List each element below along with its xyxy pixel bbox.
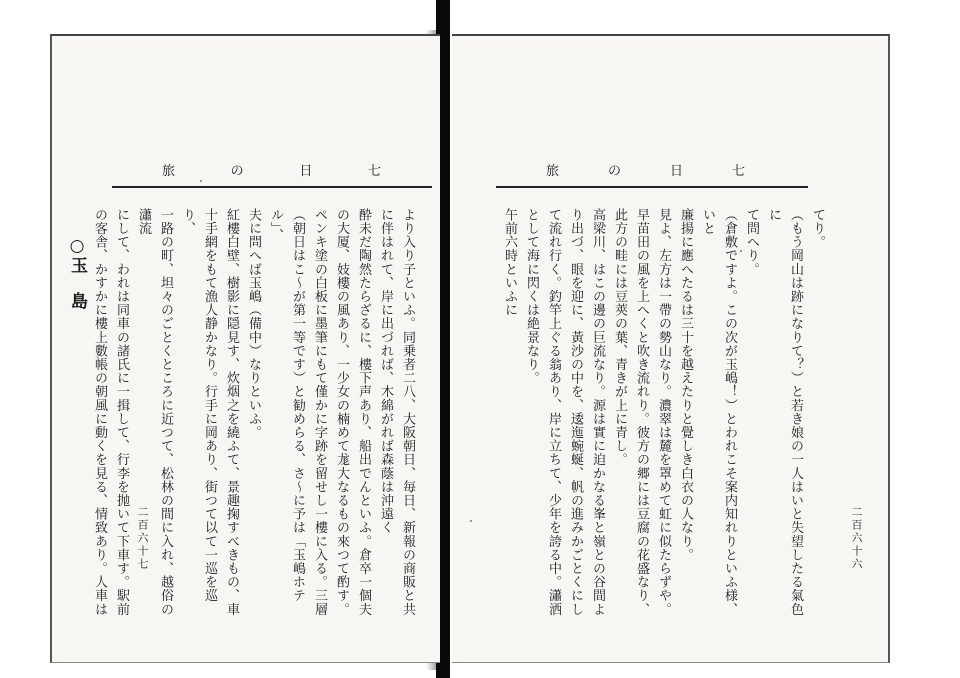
text-line: （倉敷ですよ。この次が玉嶋！）とわれこそ案内知れりといふ様、いと xyxy=(700,208,737,616)
page-number: 二百六十六 xyxy=(850,506,863,571)
header-rule xyxy=(112,186,432,188)
text-line: 此方の畦には豆莢の葉、青きが上に青し。 xyxy=(612,208,627,467)
header-char: 旅 xyxy=(162,164,177,179)
text-line: より入り子といふ。同乗者二八、大阪朝日、毎日、新報の商販と共 xyxy=(400,208,415,616)
running-header xyxy=(162,160,382,179)
text-line: 廉揚に應へたるは三十を越えたりと覺しき白衣の人なり。 xyxy=(678,208,693,562)
text-line: ペンキ塗の白板に墨筆にもて僅かに字跡を留せし一樓に入る。三層 xyxy=(312,208,327,616)
scan-speck xyxy=(200,180,202,182)
header-char: 七 xyxy=(731,164,746,179)
left-page xyxy=(50,34,440,663)
section-title: ○玉 島 xyxy=(67,236,87,310)
text-line: 十手網をもて漁人静かなり。行手に岡あり、街つて以て一巡を巡り、 xyxy=(180,208,217,603)
header-char: 日 xyxy=(299,164,314,179)
header-rule xyxy=(496,186,808,188)
text-line: 見よ、左方は一帶の勢山なり。濃翠は麓を罩めて虹に似たらずや。 xyxy=(656,208,671,616)
text-line: 午前六時といふに xyxy=(502,208,517,317)
text-line: り出づ、眼を迎に、黃沙の中を、逶迤蜿蜒、帆の進みかごとくにし xyxy=(568,208,583,616)
header-char: 日 xyxy=(669,164,684,179)
text-line: に伴はれて、岸に出づれば、木綿がれば森蔭は沖遠く xyxy=(378,208,393,535)
text-line: てり。 xyxy=(810,208,825,249)
header-char: の xyxy=(607,164,622,179)
text-line: 一路の町、坦々のごとくところに近つて、松林の間に入れ、越俗の瀟流 xyxy=(136,208,173,616)
text-line: の大厦、妓樓の風あり、一少女の楠めて尨大なるもの來つて酌す。 xyxy=(334,208,349,616)
text-line: 高梁川、はこの邊の巨流なり。源は實に迫かなる峯と嶺との谷間よ xyxy=(590,208,605,616)
header-char: の xyxy=(230,164,245,179)
text-line: 酔未だ陶然たらざるに、樓下声あり、船出でんといふ。倉卒一個夫 xyxy=(356,208,371,616)
text-line: て流れ行く。釣竿上ぐる翁あり、岸に立ちて、少年を誇る中。瀟洒 xyxy=(546,208,561,616)
text-line: 紅樓白壁、樹影に隠見す、炊烟之を繞ふて、景趣掬すべきもの、車 xyxy=(224,208,239,616)
text-line: 夫に問へば玉嶋（備中）なりといふ。 xyxy=(246,208,261,440)
text-line: にして、われは同車の諸氏に一揖して、行李を抛いて下車す。駅前の客舎、かすかに樓上數帳の朝風に動くを見る、情致あり。人車は xyxy=(92,208,129,616)
scan-speck xyxy=(740,250,742,252)
text-line: 早苗田の風を上へくと吹き流れり。彼方の郷には豆腐の花盛なり、 xyxy=(634,208,649,616)
body-text xyxy=(498,208,828,618)
header-char: 旅 xyxy=(546,164,561,179)
page-number: 二百六十七 xyxy=(136,506,149,571)
running-header xyxy=(546,160,746,179)
right-page xyxy=(452,34,890,663)
text-line: （もう岡山は跡になりて？）と若き娘の一人はいと失望したる氣色に xyxy=(766,208,803,616)
scan-speck xyxy=(470,520,472,522)
text-line: て問へり。 xyxy=(744,208,759,276)
text-line: として海に閃くは絶景なり。 xyxy=(524,208,539,385)
text-line: （朝日はこ～が第一等です）と勧めらる、さ～に予は「玉嶋ホテル」、 xyxy=(268,208,305,603)
header-char: 七 xyxy=(367,164,382,179)
